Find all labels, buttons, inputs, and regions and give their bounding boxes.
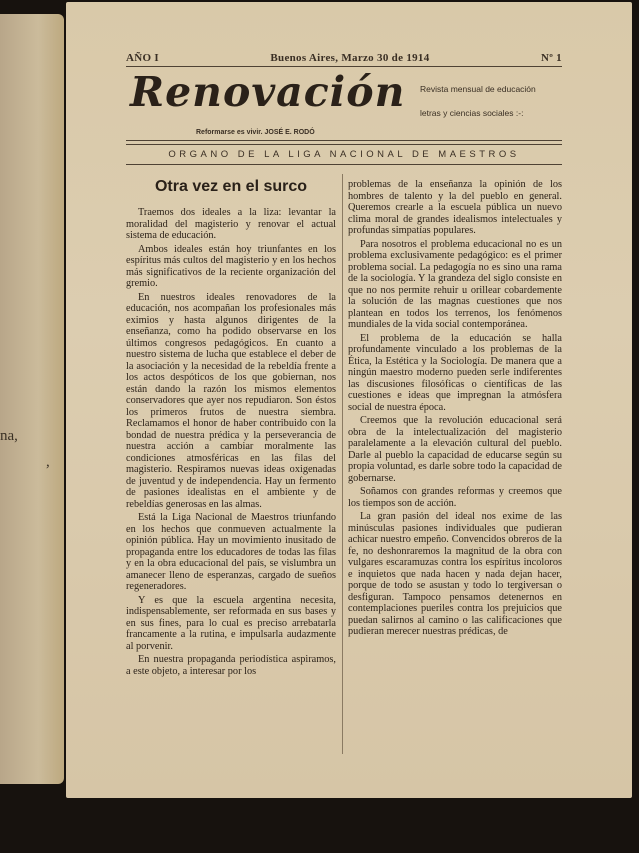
left-page-fragment: na, (0, 428, 18, 444)
dateline: Buenos Aires, Marzo 30 de 1914 (270, 52, 430, 64)
issue-number: Nº 1 (540, 52, 562, 64)
article-title: Otra vez en el surco (154, 178, 308, 195)
column-divider (342, 174, 343, 754)
newspaper-page (66, 2, 632, 798)
paragraph: En nuestros ideales renovadores de la educación, nos acompañan los profesionales más eximios y hasta algunos dirigentes de la enseñanza, como ha podido observarse en los últimos congresos pedagógicos. En cuanto a nuestro sistema de lucha que establece el deber de la asociación y la necesidad de la rebeldía frente a los actos despóticos de los que gobiernan, nos están dando la razón los mismos elementos conservadores que ayer nos repudiaron. Son éstos los primeros frutos de nuestra siembra. Reclamamos el honor de haber contribuido con la bondad de nuestra prédica y la perseverancia de nuestra acción a cambiar moralmente las condiciones atmosféricas en las filas del magisterio. Respiramos nuevas ideas oxigenadas de juventud y de independencia. Hay un fermento de pasiones idealistas en el ambiente y de rebeldías generosas en las almas. (126, 291, 336, 510)
paragraph: Soñamos con grandes reformas y creemos que los tiempos son de acción. (348, 486, 562, 509)
organ-rule (126, 164, 562, 165)
header-rule (126, 66, 562, 67)
paragraph: Creemos que la revolución educacional será obra de la intelectualización del magisterio paralelamente a la elevación cultural del pueblo. Darle al pueblo la capacidad de educarse según su propia voluntad, es darle sobre todo la capacidad de gobernarse. (348, 415, 562, 484)
paragraph: Traemos dos ideales a la liza: levantar la moralidad del magisterio y renovar el actual sistema de educación. (126, 207, 336, 241)
paragraph: En nuestra propaganda periodística aspiramos, a este objeto, a interesar por los (126, 654, 336, 677)
paragraph: Está la Liga Nacional de Maestros triunfando en los hechos que conmueven actualmente la opinión pública. Hay un movimiento inusitado de propaganda entre los educadores de todas las filas y en la obra educacional del país, se vislumbra un amanecer lleno de esperanzas, cargado de sueños regeneradores. (126, 512, 336, 592)
left-page-fragment: , (46, 454, 50, 470)
subtitle-line: Revista mensual de educación (420, 84, 536, 94)
masthead-rule (126, 140, 562, 141)
article-right-column (348, 179, 562, 640)
article-left-column (126, 207, 336, 679)
paragraph: problemas de la enseñanza la opinión de los hombres de talento y la del pueblo en general. Queremos crearle a la escuela pública un nuevo clima moral de grandes idealismos intelectuales y profundas simpatías populares. (348, 179, 562, 236)
organ-line: ORGANO DE LA LIGA NACIONAL DE MAESTROS (168, 149, 520, 160)
masthead-title: Renovación (130, 68, 406, 116)
masthead-rule (126, 144, 562, 145)
paragraph: Para nosotros el problema educacional no es un problema exclusivamente pedagógico: es el primer problema social. La pedagogía no es sino una rama de la sociología. Y la grandeza del siglo consiste en que no nos permite rehuir u orillear cobardemente la solución de las magnas cuestiones que nos plantean en todos los terrenos, los fenómenos mundiales de la vida social contemporánea. (348, 238, 562, 330)
subtitle-line: letras y ciencias sociales :-: (420, 108, 524, 118)
header-top-row (126, 52, 562, 64)
motto: Reformarse es vivir. JOSÉ E. RODÓ (196, 129, 315, 136)
paragraph: Y es que la escuela argentina necesita, indispensablemente, ser reformada en sus bases y en sus fines, para lo cual es preciso arrebatarla francamente a la rutina, e impulsarla audazmente al porvenir. (126, 594, 336, 652)
left-page (0, 14, 64, 784)
paragraph: La gran pasión del ideal nos exime de las minúsculas pasiones individuales que pudieran achicar nuestro empeño. Convencidos obreros de la fe, no deshonraremos la magnitud de la obra con vulgares escaramuzas contra los espíritus incoloros e inquietos que nada hacen y nada dejan hacer, porque de todo se asustan y todo lo tergiversan o desfiguran. Tampoco pensamos detenernos en contemplaciones pueriles contra los prejuicios que puedan salirnos al camino o las calificaciones que pudieran merecer nuestras prédicas, de (348, 511, 562, 637)
volume-label: AÑO I (126, 52, 159, 64)
paragraph: El problema de la educación se halla profundamente vinculado a los problemas de la Ética, la Estética y la Sociología. De manera que a ningún maestro moderno pueden serle indiferentes las discusiones filosóficas o científicas de las cuestiones e ideas que impregnan la atmósfera social de nuestra época. (348, 332, 562, 413)
paragraph: Ambos ideales están hoy triunfantes en los espíritus más cultos del magisterio y en los hechos más significativos de la reciente organización del gremio. (126, 243, 336, 289)
